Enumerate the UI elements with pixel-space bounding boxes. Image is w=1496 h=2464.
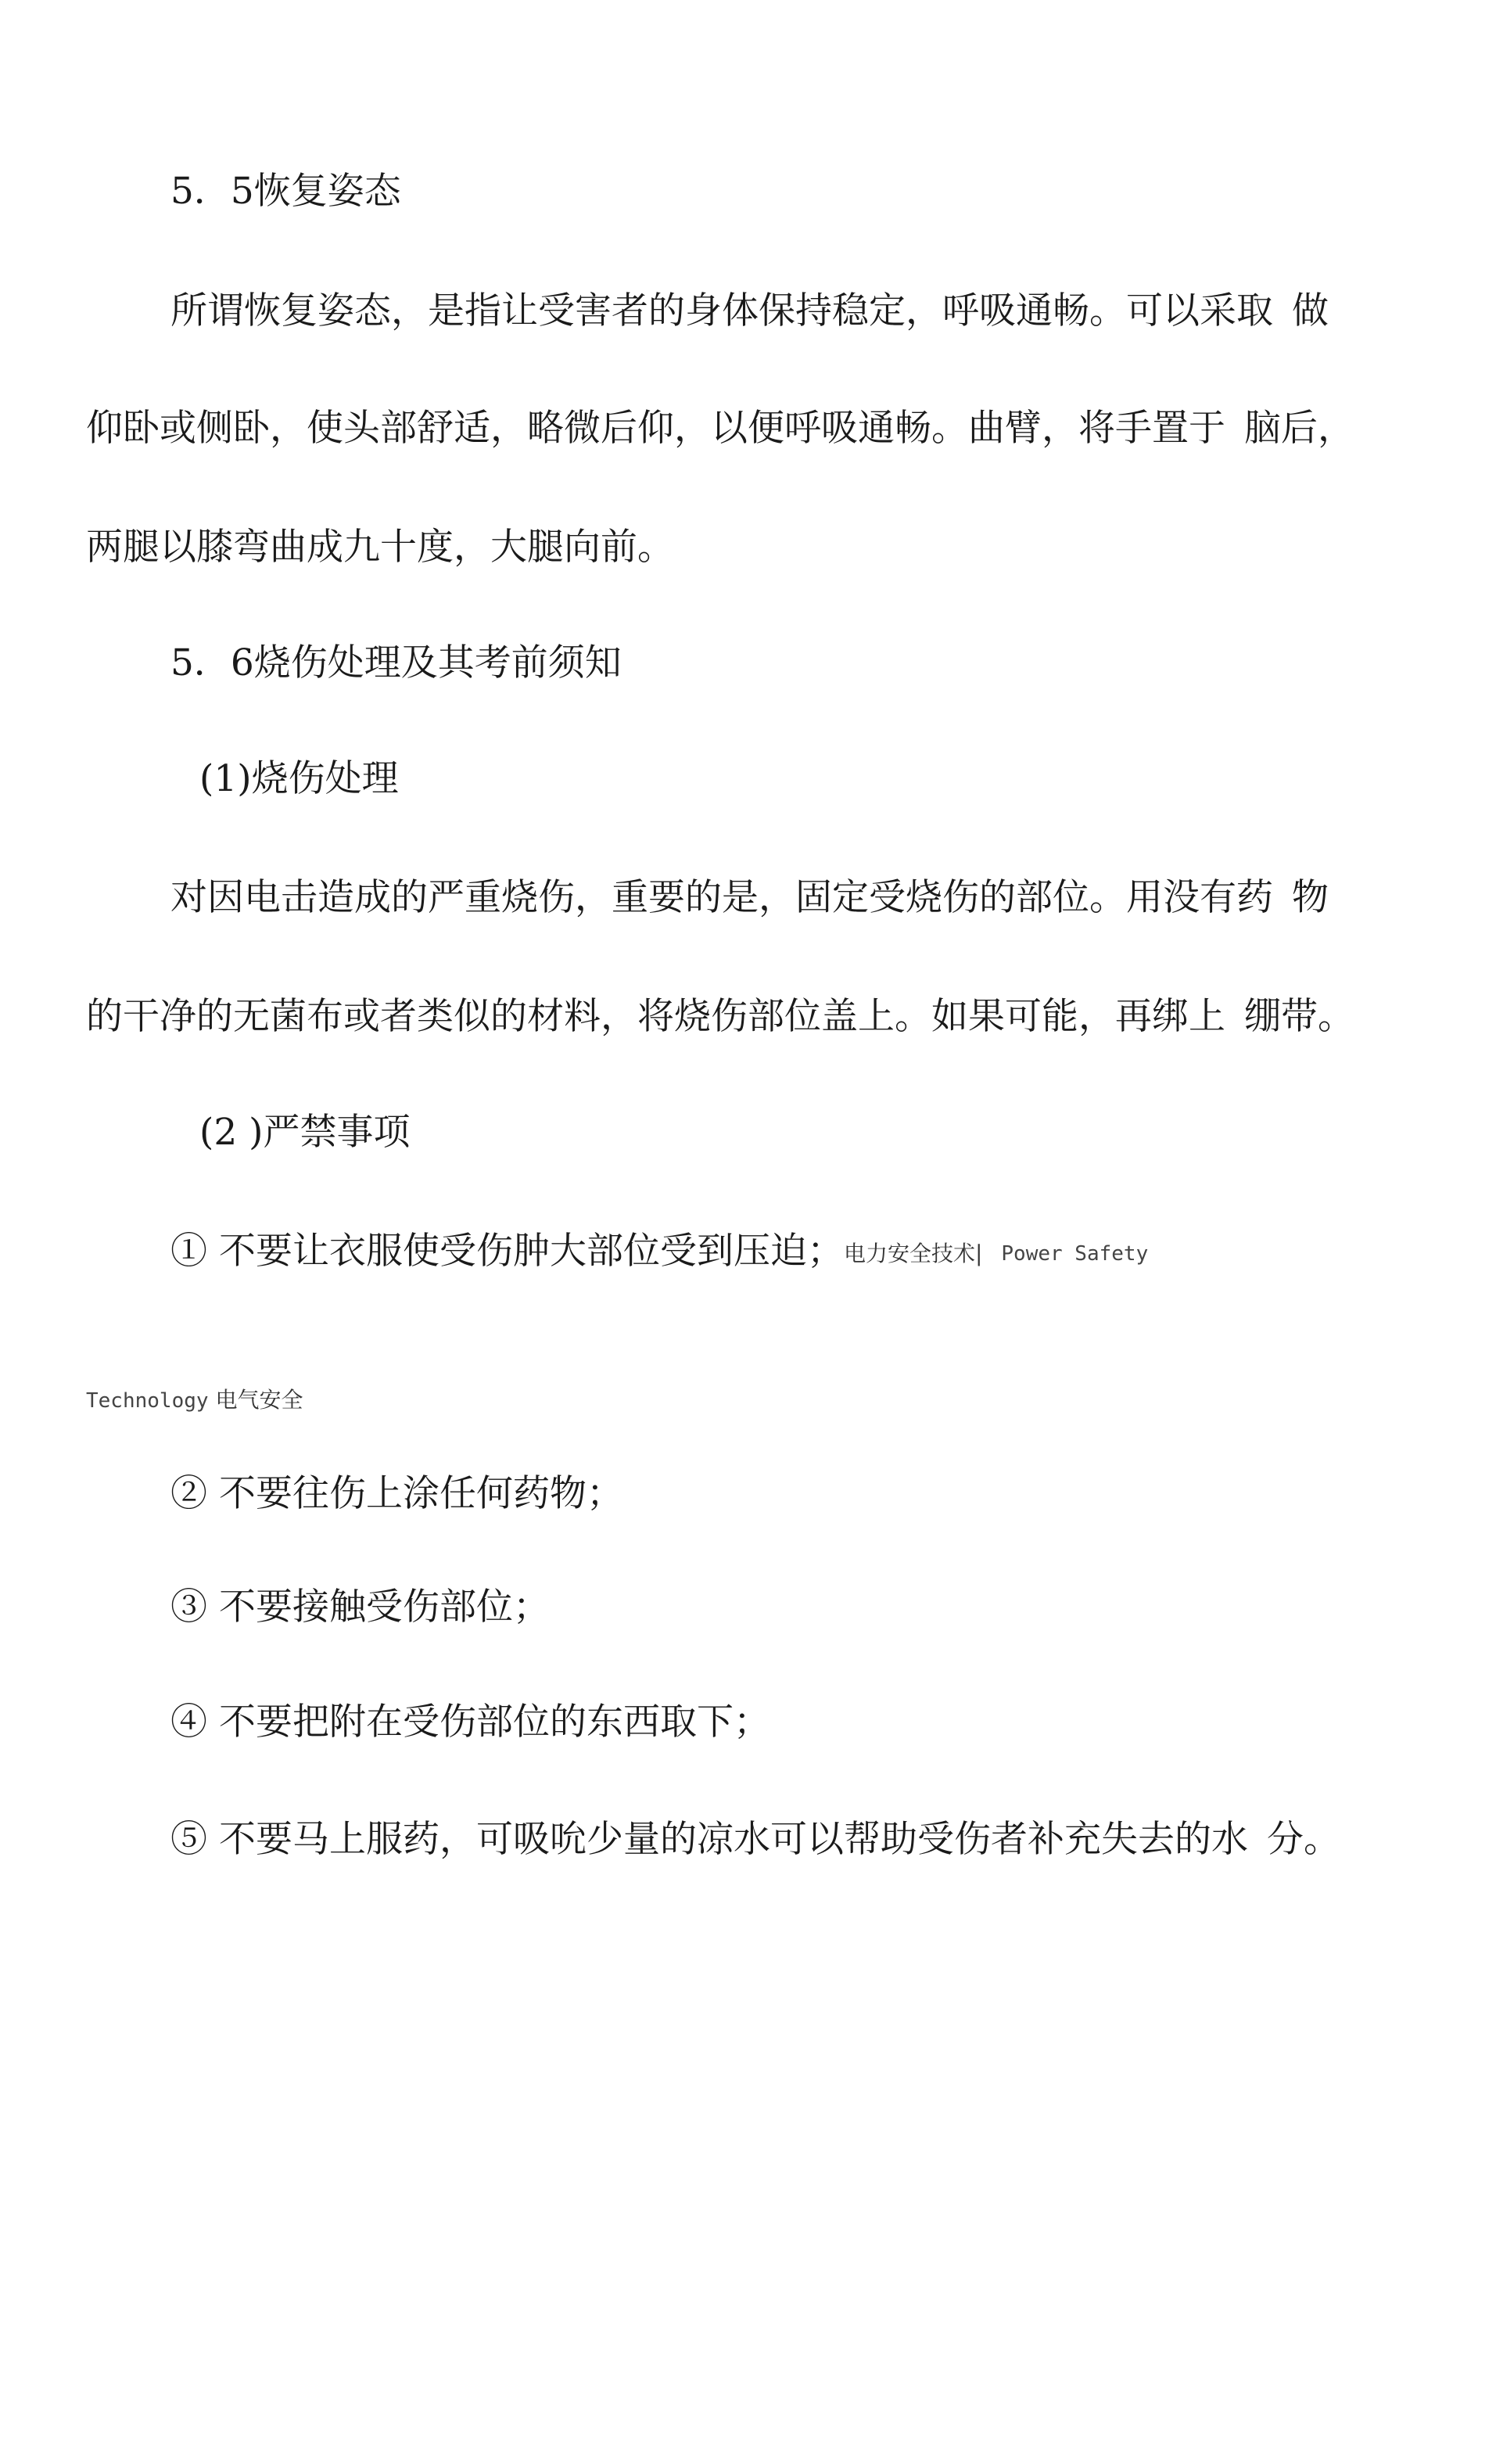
list-item: [170, 1228, 1148, 1275]
watermark-text: 电力安全技术|: [843, 1241, 983, 1266]
watermark-text: Power Safety: [1001, 1242, 1149, 1266]
subsection-heading: (2 )严禁事项: [199, 1111, 411, 1154]
paragraph-text: 绷带。: [1244, 995, 1354, 1038]
paragraph-text: 对因电击造成的严重烧伤，重要的是，固定受烧伤的部位。用没有药: [170, 876, 1273, 919]
paragraph-line: [170, 875, 1329, 921]
paragraph-text: 的干净的无菌布或者类似的材料，将烧伤部位盖上。如果可能，再绑上: [86, 995, 1225, 1038]
list-item: ④ 不要把附在受伤部位的东西取下；: [170, 1701, 770, 1744]
list-item: ③ 不要接触受伤部位；: [170, 1586, 550, 1629]
paragraph-text: 所谓恢复姿态，是指让受害者的身体保持稳定，呼吸通畅。可以采取: [170, 289, 1273, 332]
watermark-line: [86, 1385, 303, 1417]
paragraph-text: 脑后，: [1244, 407, 1354, 450]
paragraph-line: 两腿以膝弯曲成九十度，大腿向前。: [86, 526, 674, 569]
paragraph-line: [86, 405, 1354, 452]
list-item-text: 分。: [1266, 1818, 1340, 1861]
watermark-text: Technology: [86, 1389, 209, 1413]
paragraph-line: [170, 288, 1329, 335]
paragraph-line: [86, 993, 1354, 1040]
list-item: [170, 1816, 1340, 1863]
section-5-6-heading: 5．6烧伤处理及其考前须知: [170, 641, 622, 684]
list-item: ② 不要往伤上涂任何药物；: [170, 1472, 623, 1515]
list-item-text: ① 不要让衣服使受伤肿大部位受到压迫；: [170, 1230, 844, 1273]
paragraph-text: 做: [1292, 289, 1329, 332]
paragraph-text: 仰卧或侧卧，使头部舒适，略微后仰，以便呼吸通畅。曲臂，将手置于: [86, 407, 1225, 450]
watermark-text: 电气安全: [215, 1387, 303, 1413]
subsection-heading: (1)烧伤处理: [199, 757, 399, 800]
list-item-text: ⑤ 不要马上服药，可吸吮少量的凉水可以帮助受伤者补充失去的水: [170, 1818, 1248, 1861]
paragraph-text: 物: [1292, 876, 1329, 919]
section-5-5-heading: 5．5恢复姿态: [170, 170, 401, 213]
